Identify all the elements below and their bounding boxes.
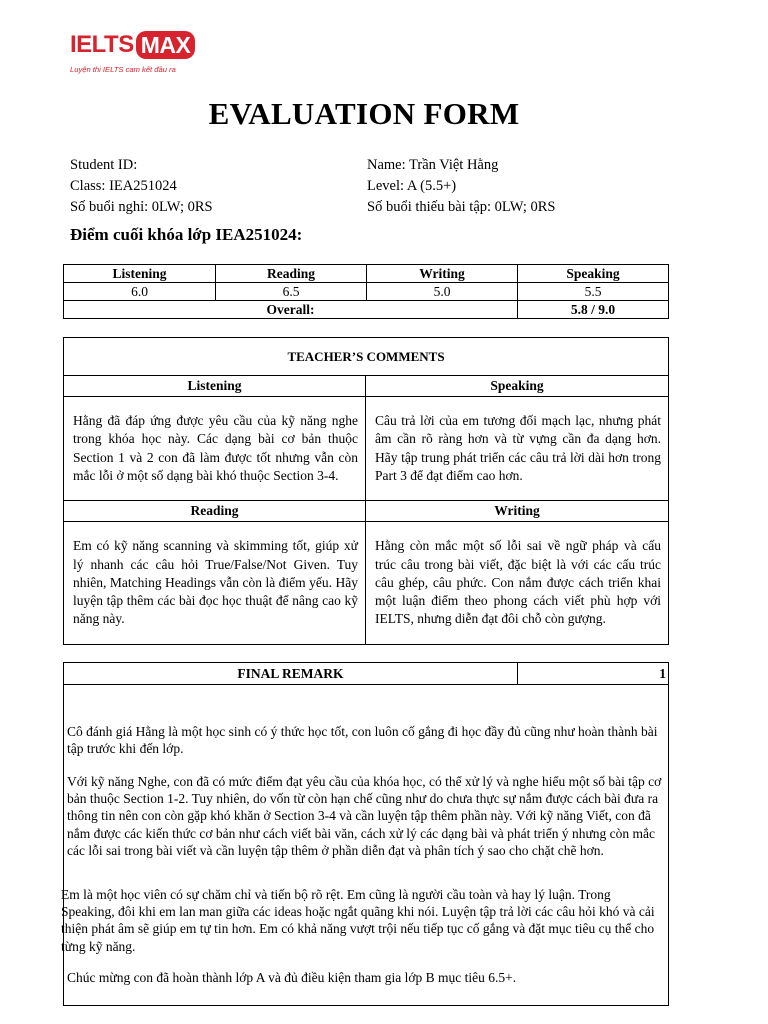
score-header-listening: Listening (64, 265, 216, 283)
brand-tagline: Luyện thi IELTS cam kết đầu ra (70, 65, 176, 74)
page-title: EVALUATION FORM (208, 96, 520, 131)
score-header-row (64, 265, 669, 283)
speaking-label: Speaking (366, 376, 669, 397)
final-remark-paragraph-4: Chúc mừng con đã hoàn thành lớp A và đủ điều kiện tham gia lớp B mục tiêu 6.5+. (67, 970, 517, 985)
final-remark-number: 1 (518, 663, 669, 685)
final-remark-body-row (64, 685, 669, 1006)
student-missing-homework: Số buổi thiếu bài tập: 0LW; 0RS (367, 199, 556, 215)
brand-logo (70, 30, 204, 80)
listening-label: Listening (64, 376, 366, 397)
score-header-speaking: Speaking (518, 265, 669, 283)
student-info-right (367, 155, 556, 218)
score-table (63, 264, 669, 319)
comments-text-row-2 (64, 522, 669, 645)
final-remark-title: FINAL REMARK (64, 663, 518, 685)
final-remark-table (63, 662, 669, 1006)
teacher-comments-table (63, 337, 669, 645)
comments-title-row (64, 338, 669, 376)
final-remark-paragraph-3: Em là một học viên có sự chăm chỉ và tiến bộ rõ rệt. Em cũng là người cầu toàn và hay lý luận. Trong Speaking, đôi khi em lan man giữa các ideas hoặc ngắt quãng khi nói. Luyện tập trả lời các câu hỏi khó và cải thiện phát âm sẽ giúp em tự tin hơn. Em có khả năng vượt trội nếu tiếp tục cố gắng và đặt mục tiêu cụ thể cho từng kỹ năng. (61, 887, 655, 954)
score-value-row (64, 283, 669, 301)
final-remark-paragraph-2: Với kỹ năng Nghe, con đã có mức điểm đạt yêu cầu của khóa học, có thể xử lý và nghe hiểu một số bài tập cơ bản thuộc Section 1-2. Tuy nhiên, do vốn từ còn hạn chế cũng như do chưa thực sự nắm được cách bài đưa ra thông tin nên con còn gặp khó khăn ở Section 3-4 và cần luyện tập thêm phần này. Với kỹ năng Viết, con đã nắm được các kiến thức cơ bản như cách viết bài văn, cách xử lý các dạng bài và phát triển ý nhưng còn mắc các lỗi sai trong bài viết và cần luyện tập thêm ở phần diễn đạt và phân tích ý sao cho chặt chẽ hơn. (67, 774, 662, 858)
brand-wordmark (70, 30, 204, 60)
final-remark-paragraph-1: Cô đánh giá Hằng là một học sinh có ý thức học tốt, con luôn cố gắng đi học đầy đủ cũng như hoàn thành bài tập trước khi đến lớp. (67, 724, 658, 757)
student-absences: Số buổi nghỉ: 0LW; 0RS (70, 199, 213, 215)
listening-comment: Hằng đã đáp ứng được yêu cầu của kỹ năng nghe trong khóa học này. Các dạng bài cơ bản thuộc Section 1 và 2 con đã làm được tốt nhưng vẫn còn mắc lỗi ở một số dạng bài khó thuộc Section 3-4. (64, 397, 366, 501)
speaking-comment: Câu trả lời của em tương đối mạch lạc, nhưng phát âm cần rõ ràng hơn và từ vựng cần đa dạng hơn. Hãy tập trung phát triển các câu trả lời dài hơn trong Part 3 để đạt điểm cao hơn. (366, 397, 669, 501)
final-remark-header-row (64, 663, 669, 685)
reading-label: Reading (64, 501, 366, 522)
comments-text-row-1 (64, 397, 669, 501)
overall-label: Overall: (64, 301, 518, 319)
score-writing: 5.0 (367, 283, 518, 301)
overall-value: 5.8 / 9.0 (518, 301, 669, 319)
brand-name-ielts: IELTS (70, 31, 134, 58)
comments-label-row-1 (64, 376, 669, 397)
score-listening: 6.0 (64, 283, 216, 301)
final-score-heading: Điểm cuối khóa lớp IEA251024: (70, 225, 303, 244)
student-class: Class: IEA251024 (70, 178, 177, 194)
comments-title: TEACHER’S COMMENTS (64, 338, 669, 376)
score-reading: 6.5 (216, 283, 367, 301)
reading-comment: Em có kỹ năng scanning và skimming tốt, giúp xử lý nhanh các câu hỏi True/False/Not Given. Tuy nhiên, Matching Headings vẫn còn là điểm yếu. Hãy luyện tập thêm các bài đọc học thuật để nâng cao kỹ năng này. (64, 522, 366, 645)
score-header-writing: Writing (367, 265, 518, 283)
score-header-reading: Reading (216, 265, 367, 283)
writing-label: Writing (366, 501, 669, 522)
student-level: Level: A (5.5+) (367, 178, 457, 194)
final-remark-body (61, 685, 669, 1006)
writing-comment: Hằng còn mắc một số lỗi sai về ngữ pháp và cấu trúc câu trong bài viết, đặc biệt là với các cấu trúc câu ghép, câu phức. Con nắm được cách triển khai một luận điểm theo phong cách viết phù hợp với IELTS, nhưng diễn đạt đôi chỗ còn gượng. (366, 522, 669, 645)
student-info-left (70, 155, 213, 218)
score-speaking: 5.5 (518, 283, 669, 301)
overall-row (64, 301, 669, 319)
brand-name-max: MAX (136, 31, 196, 59)
student-id: Student ID: (70, 157, 138, 173)
comments-label-row-2 (64, 501, 669, 522)
student-name: Name: Trần Việt Hằng (367, 157, 499, 173)
